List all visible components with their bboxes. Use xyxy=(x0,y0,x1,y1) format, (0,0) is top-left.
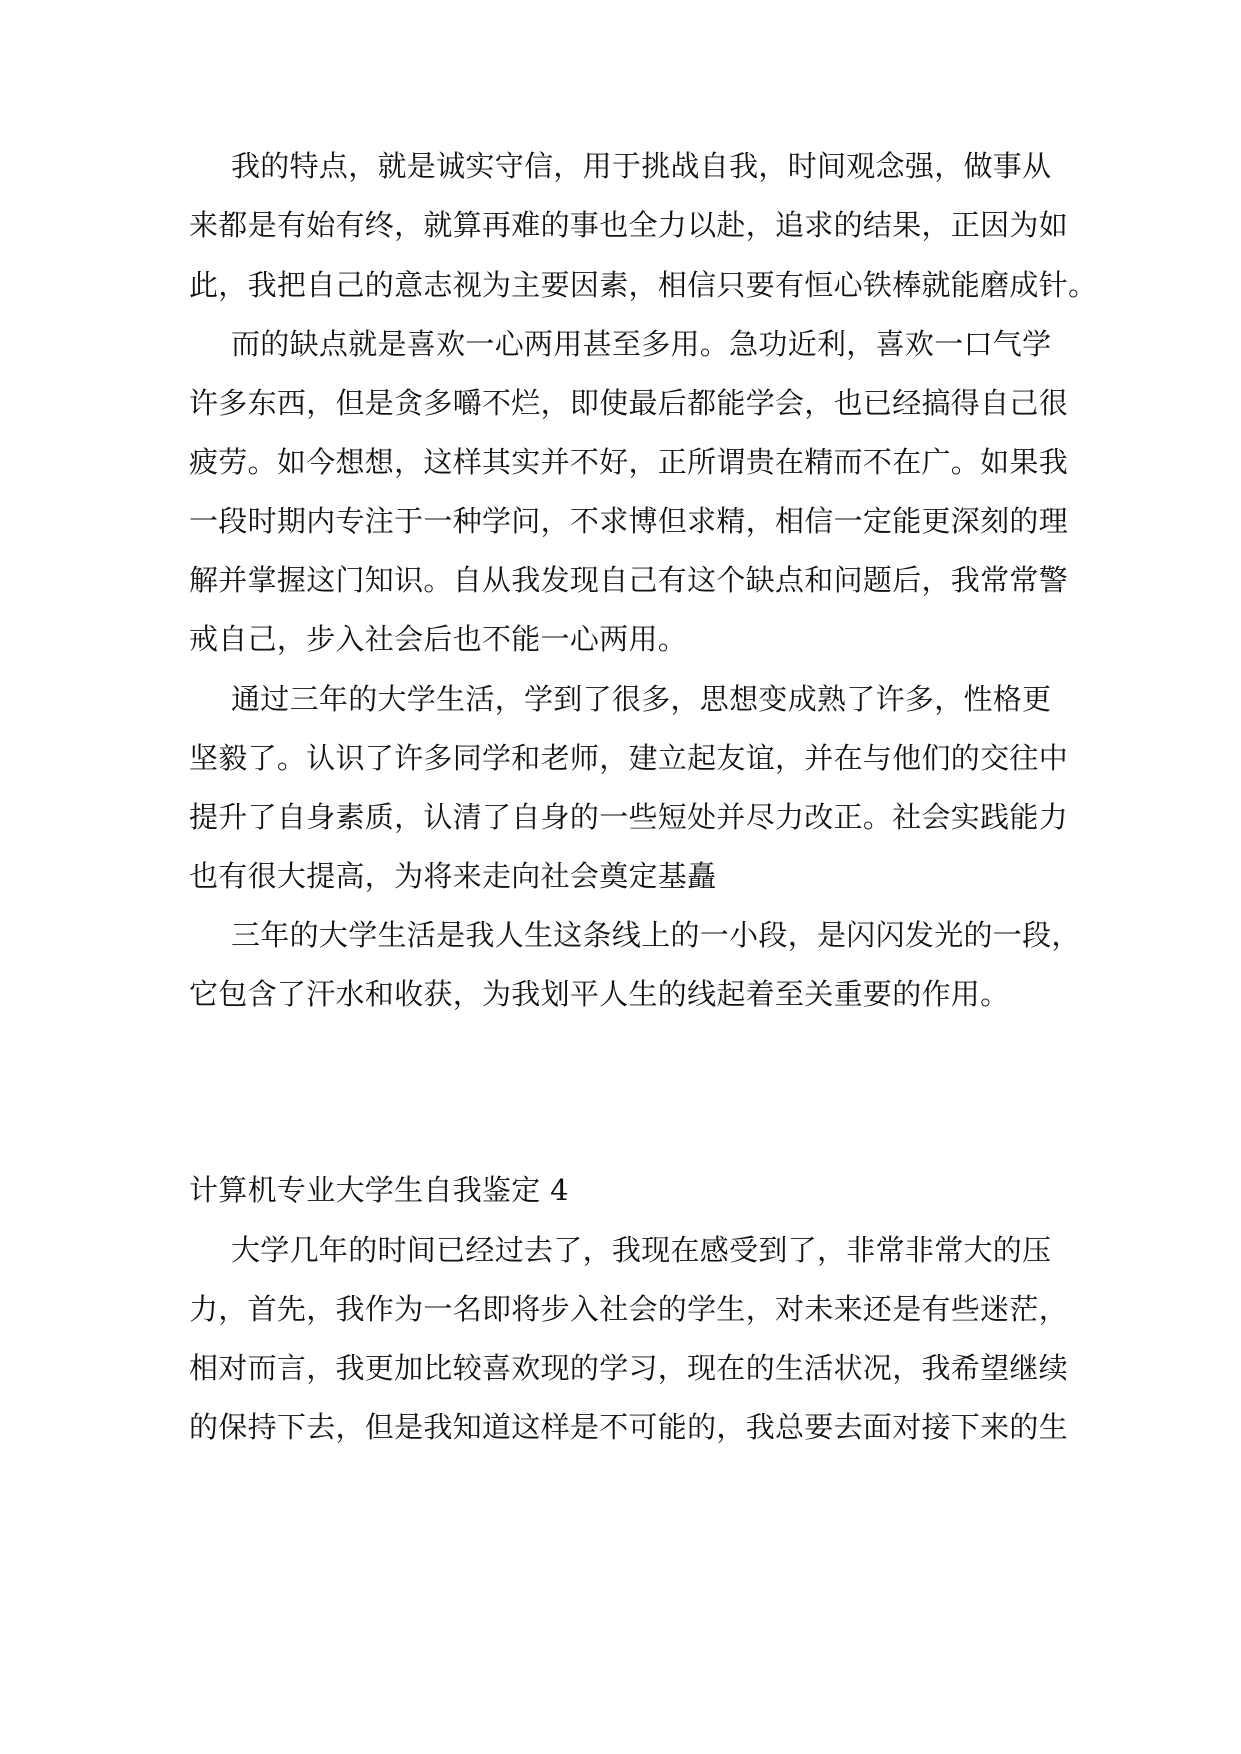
section-paragraph-line-2: 力，首先，我作为一名即将步入社会的学生，对未来还是有些迷茫， xyxy=(189,1292,1069,1326)
section-paragraph-line-4: 的保持下去，但是我知道这样是不可能的，我总要去面对接下来的生 xyxy=(189,1410,1069,1444)
paragraph-1-line-3: 此，我把自己的意志视为主要因素，相信只要有恒心铁棒就能磨成针。 xyxy=(189,268,1098,302)
paragraph-2-line-6: 戒自己，步入社会后也不能一心两用。 xyxy=(189,622,688,656)
paragraph-1-line-1: 我的特点，就是诚实守信，用于挑战自我，时间观念强，做事从 xyxy=(231,149,1052,183)
paragraph-3-line-3: 提升了自身素质，认清了自身的一些短处并尽力改正。社会实践能力 xyxy=(189,800,1069,834)
paragraph-1-line-2: 来都是有始有终，就算再难的事也全力以赴，追求的结果，正因为如 xyxy=(189,208,1069,242)
section-title: 计算机专业大学生自我鉴定 4 xyxy=(189,1173,569,1207)
paragraph-2-line-2: 许多东西，但是贪多嚼不烂，即使最后都能学会，也已经搞得自己很 xyxy=(189,386,1069,420)
paragraph-2-line-3: 疲劳。如今想想，这样其实并不好，正所谓贵在精而不在广。如果我 xyxy=(189,445,1069,479)
paragraph-4-line-2: 它包含了汗水和收获，为我划平人生的线起着至关重要的作用。 xyxy=(189,977,1010,1011)
section-paragraph-line-1: 大学几年的时间已经过去了，我现在感受到了，非常非常大的压 xyxy=(231,1233,1052,1267)
paragraph-3-line-2: 坚毅了。认识了许多同学和老师，建立起友谊，并在与他们的交往中 xyxy=(189,741,1069,775)
paragraph-2-line-5: 解并掌握这门知识。自从我发现自己有这个缺点和问题后，我常常警 xyxy=(189,563,1069,597)
paragraph-4-line-1: 三年的大学生活是我人生这条线上的一小段，是闪闪发光的一段， xyxy=(231,918,1081,952)
paragraph-3-line-4: 也有很大提高，为将来走向社会奠定基矗 xyxy=(189,859,717,893)
paragraph-2-line-1: 而的缺点就是喜欢一心两用甚至多用。急功近利，喜欢一口气学 xyxy=(231,327,1052,361)
section-paragraph-line-3: 相对而言，我更加比较喜欢现的学习，现在的生活状况，我希望继续 xyxy=(189,1351,1069,1385)
paragraph-2-line-4: 一段时期内专注于一种学问，不求博但求精，相信一定能更深刻的理 xyxy=(189,504,1069,538)
paragraph-3-line-1: 通过三年的大学生活，学到了很多，思想变成熟了许多，性格更 xyxy=(231,682,1052,716)
